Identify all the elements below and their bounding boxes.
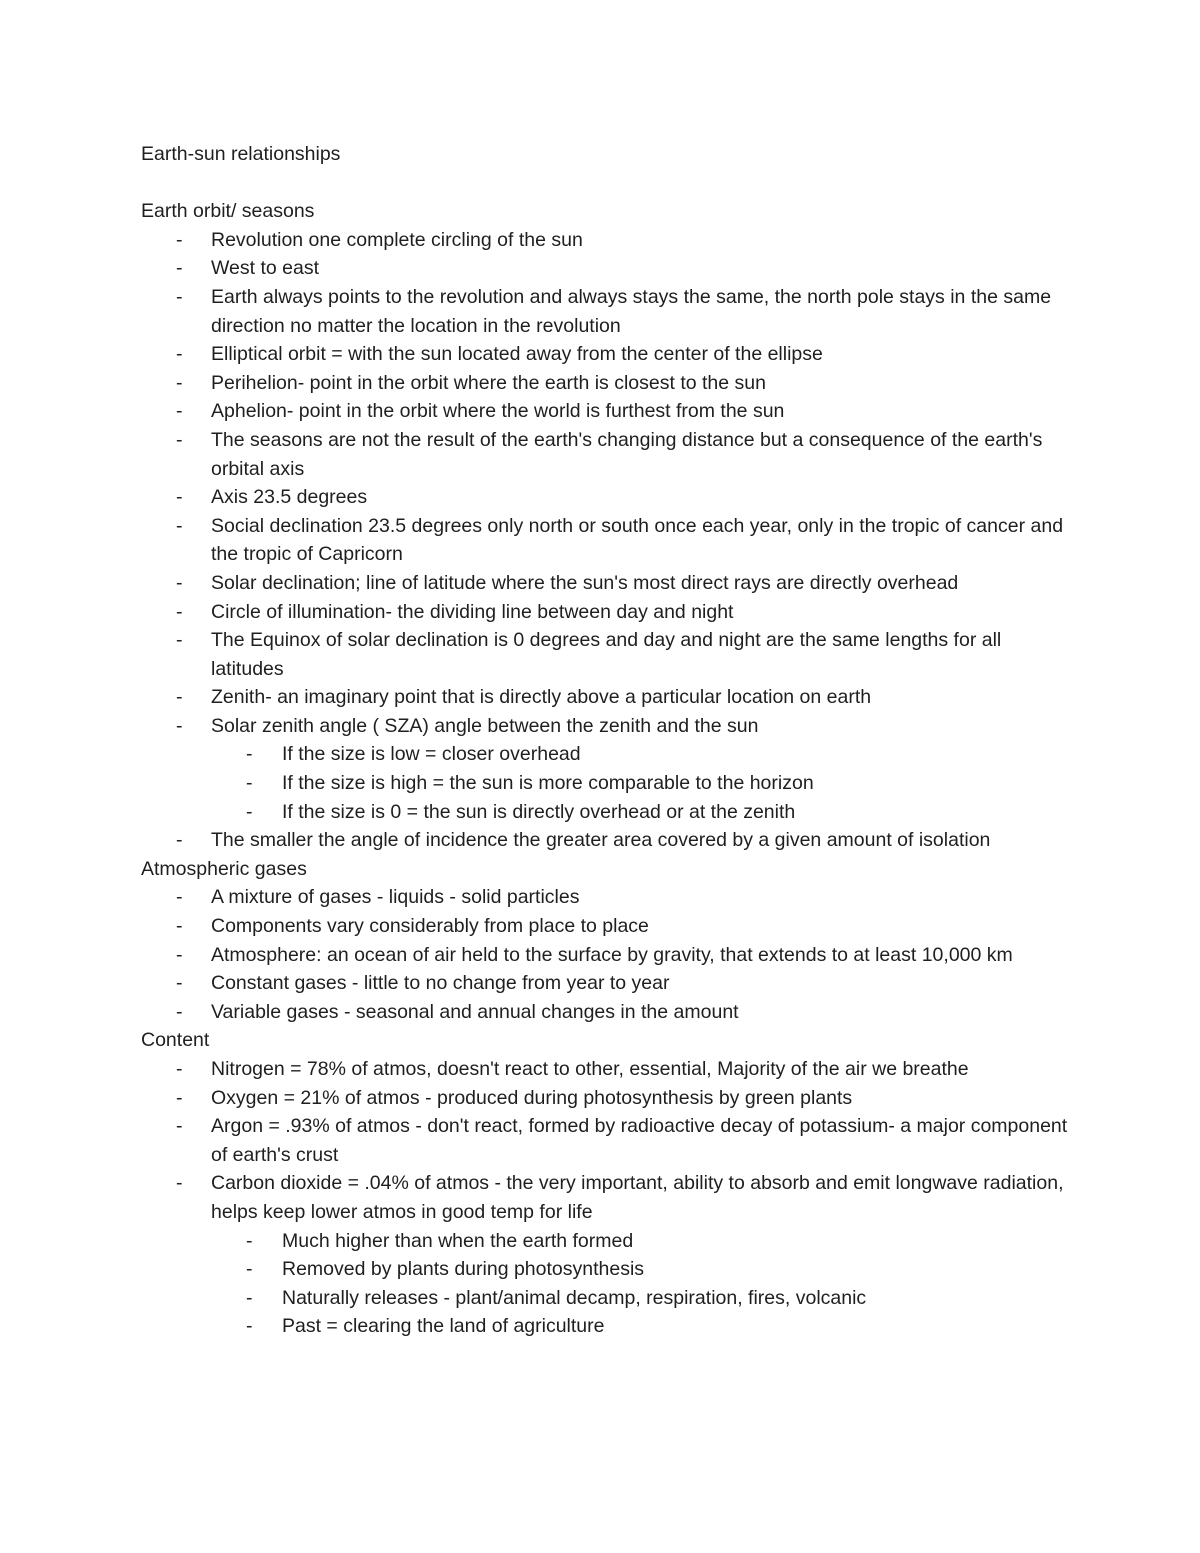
section-heading: Content	[141, 1029, 210, 1052]
list-item	[141, 712, 1071, 741]
list-item-text: Carbon dioxide = .04% of atmos - the very important, ability to absorb and emit longwave radiation, helps keep lower atmos in good temp for life	[211, 1172, 1064, 1223]
list-item-text: Revolution one complete circling of the sun	[211, 228, 583, 251]
list-item-text: Circle of illumination- the dividing line between day and night	[211, 600, 734, 623]
list-item	[141, 1055, 1071, 1084]
list-item-text: Earth always points to the revolution and always stays the same, the north pole stays in the same direction no matter the location in the revolution	[211, 285, 1052, 337]
list-item-text: Variable gases - seasonal and annual changes in the amount	[211, 1000, 739, 1023]
list-item	[141, 969, 1071, 998]
list-item	[141, 512, 1071, 569]
sub-list-item: - Past = clearing the land of agriculture	[211, 1312, 1071, 1341]
list-item	[141, 369, 1071, 398]
bullet-list	[141, 883, 1071, 1026]
blank-line	[141, 169, 1071, 198]
sections-container	[141, 197, 1071, 1341]
list-item	[141, 569, 1071, 598]
sub-list-wrapper	[141, 740, 1071, 826]
list-item	[141, 626, 1071, 683]
section-heading: Earth orbit/ seasons	[141, 200, 315, 223]
list-item	[141, 941, 1071, 970]
sub-list-item: - If the size is 0 = the sun is directly overhead or at the zenith	[211, 798, 1071, 827]
sub-list-item: - Much higher than when the earth formed	[211, 1227, 1071, 1256]
sub-bullet-list	[211, 740, 1071, 826]
list-item	[141, 1084, 1071, 1113]
sub-bullet-list	[211, 1227, 1071, 1341]
list-item-text: Axis 23.5 degrees	[211, 486, 368, 509]
list-item	[141, 426, 1071, 483]
list-item-text: Zenith- an imaginary point that is directly above a particular location on earth	[211, 686, 872, 709]
list-item-text: The seasons are not the result of the earth's changing distance but a consequence of the earth's orbital axis	[211, 428, 1043, 480]
list-item-text: Perihelion- point in the orbit where the earth is closest to the sun	[211, 371, 766, 394]
list-item-text: Elliptical orbit = with the sun located away from the center of the ellipse	[211, 343, 823, 366]
list-item	[141, 254, 1071, 283]
list-item-text: Constant gases - little to no change from year to year	[211, 972, 670, 995]
list-item-text: Social declination 23.5 degrees only north or south once each year, only in the tropic of cancer and the tropic of Capricorn	[211, 514, 1064, 566]
list-item	[141, 998, 1071, 1027]
sub-list-item: - Removed by plants during photosynthesis	[211, 1255, 1071, 1284]
list-item	[141, 826, 1071, 855]
section-heading: Atmospheric gases	[141, 857, 307, 880]
list-item-text: Argon = .93% of atmos - don't react, formed by radioactive decay of potassium- a major component of earth's crust	[211, 1115, 1068, 1166]
list-item	[141, 883, 1071, 912]
list-item-text: Aphelion- point in the orbit where the world is furthest from the sun	[211, 400, 785, 423]
list-item	[141, 340, 1071, 369]
list-item	[141, 1169, 1071, 1226]
sub-list-wrapper	[141, 1227, 1071, 1341]
list-item-text: Atmosphere: an ocean of air held to the surface by gravity, that extends to at least 10,000 km	[211, 943, 1013, 966]
sub-list-item: - Naturally releases - plant/animal decamp, respiration, fires, volcanic	[211, 1284, 1071, 1313]
list-item-text: Solar declination; line of latitude where the sun's most direct rays are directly overhead	[211, 571, 959, 594]
list-item-text: The Equinox of solar declination is 0 degrees and day and night are the same lengths for all latitudes	[211, 629, 1002, 680]
sub-list-item: - If the size is high = the sun is more comparable to the horizon	[211, 769, 1071, 798]
list-item	[141, 598, 1071, 627]
bullet-list	[141, 226, 1071, 855]
list-item-text: West to east	[211, 257, 320, 280]
list-item-text: A mixture of gases - liquids - solid particles	[211, 886, 580, 909]
list-item	[141, 483, 1071, 512]
list-item	[141, 1112, 1071, 1169]
document-title: Earth-sun relationships	[141, 143, 341, 165]
list-item	[141, 397, 1071, 426]
list-item-text: Components vary considerably from place to place	[211, 915, 649, 938]
list-item-text: The smaller the angle of incidence the greater area covered by a given amount of isolation	[211, 829, 991, 852]
list-item	[141, 283, 1071, 340]
document-body	[141, 140, 1071, 1341]
list-item	[141, 683, 1071, 712]
list-item	[141, 912, 1071, 941]
bullet-list	[141, 1055, 1071, 1341]
list-item-text: Oxygen = 21% of atmos - produced during photosynthesis by green plants	[211, 1086, 853, 1109]
list-item	[141, 226, 1071, 255]
list-item-text: Nitrogen = 78% of atmos, doesn't react to other, essential, Majority of the air we breathe	[211, 1058, 969, 1080]
list-item-text: Solar zenith angle ( SZA) angle between the zenith and the sun	[211, 714, 759, 737]
sub-list-item: - If the size is low = closer overhead	[211, 740, 1071, 769]
